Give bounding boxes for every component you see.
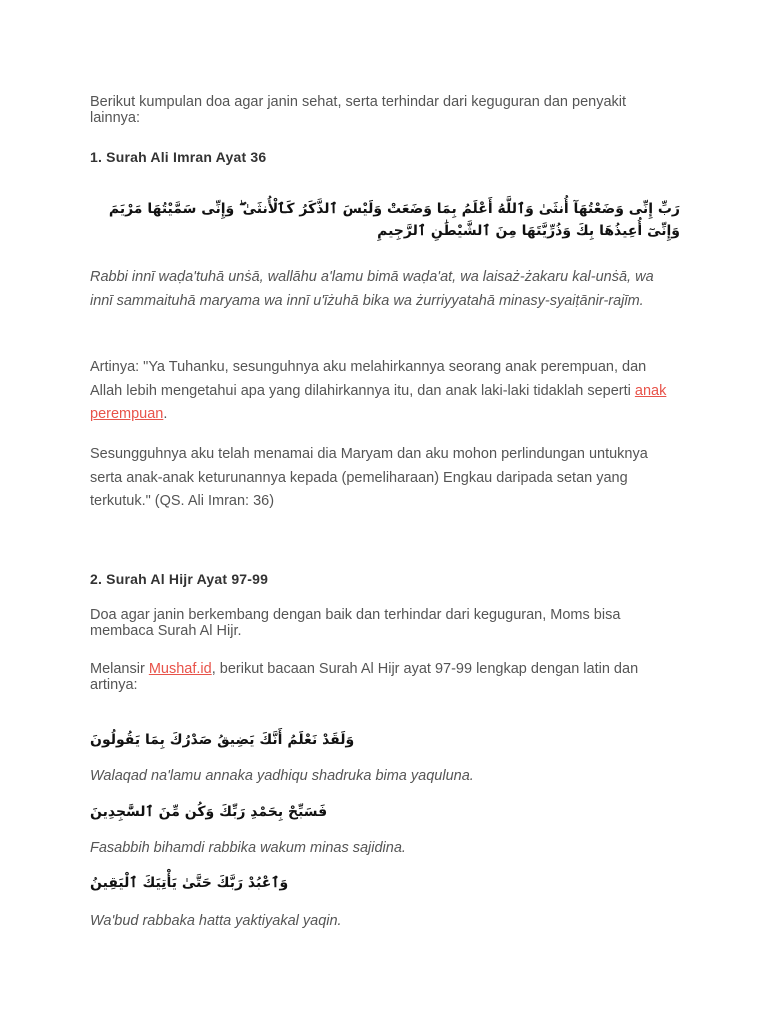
source-text-after: , berikut bacaan Surah Al Hijr ayat 97-99 lengkap dengan latin dan artinya: (90, 661, 639, 693)
intro-paragraph: Berikut kumpulan doa agar janin sehat, serta terhindar dari keguguran dan penyakit lainnya: (90, 94, 627, 126)
translation-paragraph-2: Sesungguhnya aku telah menamai dia Maryam dan aku mohon perlindungan untuknya serta anak-anak keturunannya kepada (pemeliharaan) Engkau daripada setan yang terkutuk." (QS. Ali Imran: 36) (90, 446, 648, 509)
arabic-verse-98-text: فَسَبِّحْ بِحَمْدِ رَبِّكَ وَكُن مِّنَ ٱلسَّٰجِدِينَ (90, 804, 328, 820)
mushaf-link[interactable]: Mushaf.id (148, 661, 212, 677)
arabic-verse-ali-imran: رَبِّ إِنِّى وَضَعْتُهَآ أُنثَىٰ وَٱللَّهُ أَعْلَمُ بِمَا وَضَعَتْ وَلَيْسَ ٱلذَّكَرُ كَٱلْأُنثَىٰ ۖ وَإِنِّى سَمَّيْتُهَا مَرْيَمَ وَإِنِّىٓ أُعِيذُهَا بِكَ وَذُرِّيَّتَهَا مِنَ ٱلشَّيْطَٰنِ ٱلرَّجِيمِ (108, 201, 680, 239)
al-hijr-description: Doa agar janin berkembang dengan baik dan terhindar dari keguguran, Moms bisa membaca Surah Al Hijr. (90, 607, 621, 639)
anak-perempuan-link[interactable]: anak perempuan (90, 382, 667, 422)
arabic-verse-97-text: وَلَقَدْ نَعْلَمُ أَنَّكَ يَضِيقُ صَدْرُكَ بِمَا يَقُولُونَ (90, 732, 355, 748)
arabic-verse-98 (90, 801, 680, 823)
latin-verse-98: Fasabbih bihamdi rabbika wakum minas sajidina. (90, 840, 406, 856)
latin-verse-99: Wa'bud rabbaka hatta yaktiyakal yaqin. (90, 913, 342, 929)
latin-transliteration-ali-imran: Rabbi innī waḍa'tuhā unṡā, wallāhu a'lamu bimā waḍa'at, wa laisaż-żakaru kal-unṡā, wa innī sammaituhā maryama wa innī u'īżuhā bika wa żurriyyatahā minasy-syaiṭānir-rajīm. (90, 269, 654, 309)
translation-paragraph-1 (90, 356, 680, 427)
arabic-verse-97 (90, 729, 680, 751)
arabic-verse-99 (90, 872, 680, 894)
source-text-before: Melansir (90, 661, 149, 677)
arabic-verse-99-text: وَٱعْبُدْ رَبَّكَ حَتَّىٰ يَأْتِيَكَ ٱلْيَقِينُ (90, 875, 289, 891)
section-heading-ali-imran: 1. Surah Ali Imran Ayat 36 (90, 149, 267, 165)
section-heading-al-hijr: 2. Surah Al Hijr Ayat 97-99 (90, 571, 269, 587)
latin-verse-97: Walaqad na'lamu annaka yadhiqu shadruka bima yaquluna. (90, 768, 474, 784)
source-paragraph (90, 661, 680, 693)
translation-end: . (163, 406, 168, 422)
translation-text: Artinya: "Ya Tuhanku, sesunguhnya aku melahirkannya seorang anak perempuan, dan Allah lebih mengetahui apa yang dilahirkannya itu, dan anak laki-laki tidaklah seperti (90, 359, 647, 399)
